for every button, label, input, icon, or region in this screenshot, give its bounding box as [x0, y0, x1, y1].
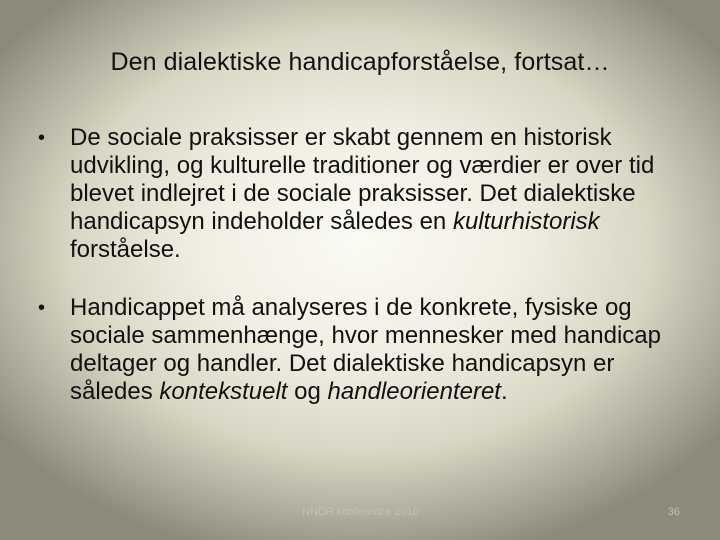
bullet-item [38, 124, 688, 264]
bullet-list [38, 124, 688, 406]
bullet-marker: • [38, 127, 46, 149]
bullet-run: forståelse. [70, 236, 181, 263]
bullet-marker: • [38, 297, 46, 319]
bullet-text [70, 294, 688, 406]
bullet-run-italic: kontekstuelt [159, 378, 288, 405]
bullet-item [38, 294, 688, 406]
bullet-run: Handicappet må analyseres i de konkrete, fysiske og sociale sammenhænge, hvor mennesker med handicap deltager og handler. Det dialektiske handicapsyn er således [70, 294, 661, 405]
bullet-run: og [287, 378, 328, 405]
bullet-run-italic: kulturhistorisk [452, 208, 600, 235]
bullet-run-italic: handleorienteret [327, 378, 501, 405]
slide-number: 36 [667, 506, 680, 518]
bullet-run: De sociale praksisser er skabt gennem en historisk udvikling, og kulturelle traditioner og værdier er over tid blevet indlejret i de sociale praksisser. Det dialektiske handicapsyn indeholder således en [70, 124, 655, 235]
slide-footer: NNDR konference 2010 [302, 506, 419, 518]
bullet-run: . [500, 378, 508, 405]
bullet-text [70, 124, 688, 264]
slide-title: Den dialektiske handicapforståelse, fortsat… [110, 48, 610, 76]
